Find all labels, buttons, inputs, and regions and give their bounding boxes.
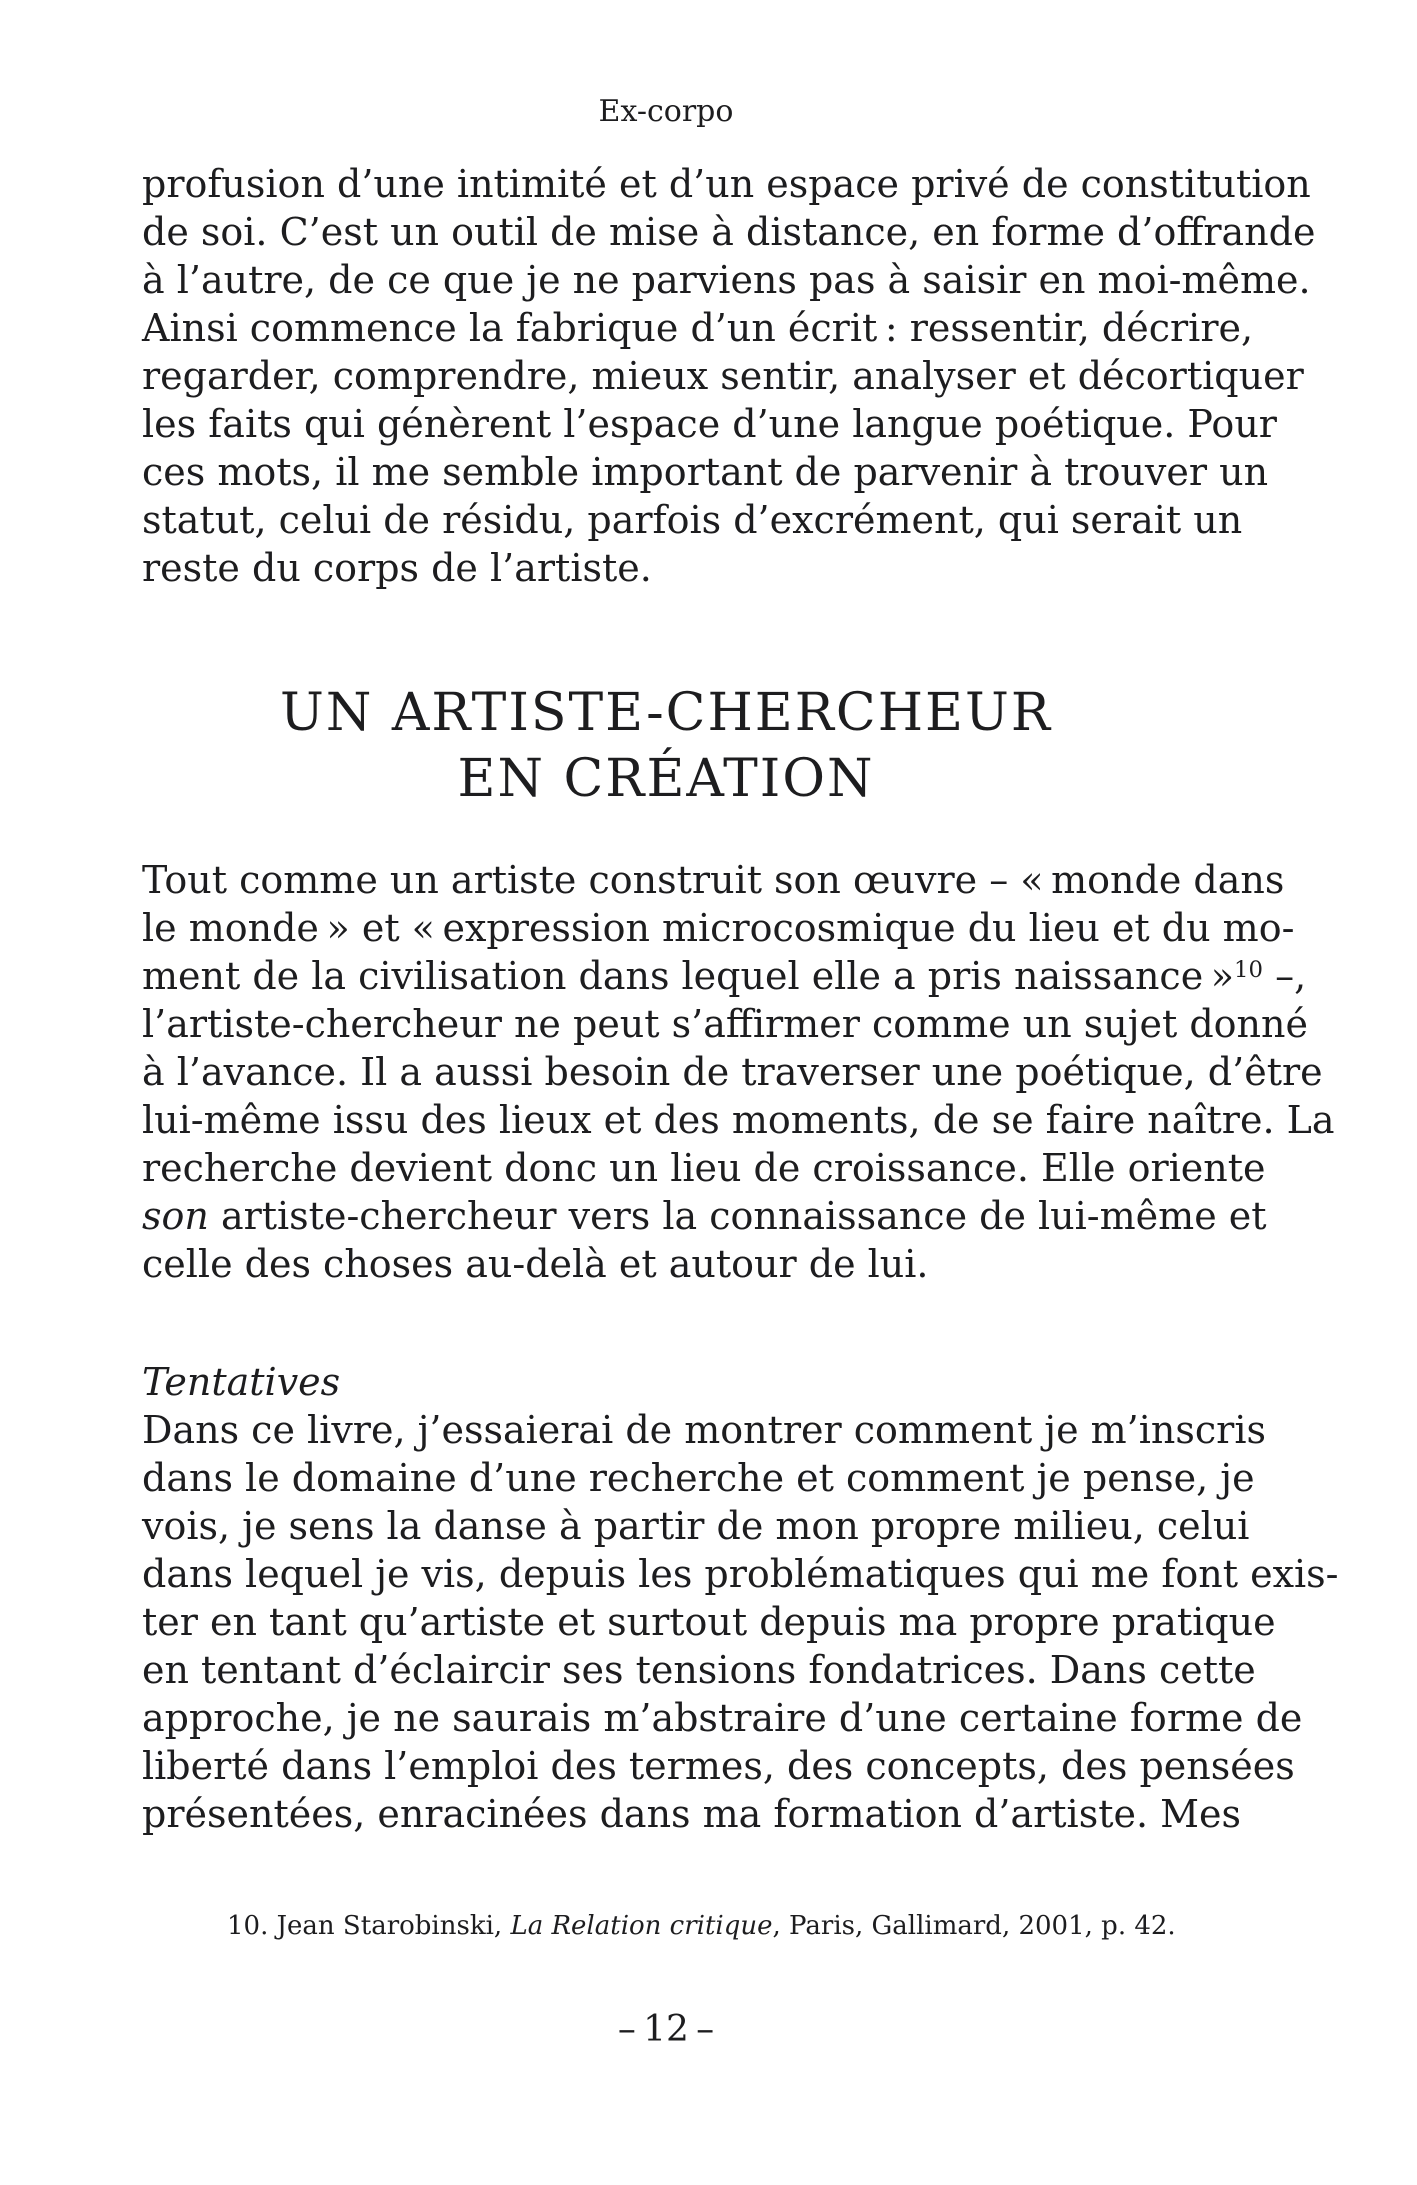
text-line: les faits qui génèrent l’espace d’une langue poétique. Pour [142, 402, 1277, 446]
section-heading-line1: UN ARTISTE-CHERCHEUR [280, 683, 1052, 743]
page-number: – 12 – [617, 2009, 715, 2050]
paragraph-3 [142, 1406, 1339, 1838]
text-line: vois, je sens la danse à partir de mon propre milieu, celui [142, 1504, 1250, 1548]
paragraph-1 [142, 160, 1316, 592]
text-line: Tout comme un artiste construit son œuvre – « monde dans [142, 858, 1285, 902]
text-line: le monde » et « expression microcosmique du lieu et du mo- [142, 906, 1295, 950]
text-line: 10. Jean Starobinski, La Relation critique, Paris, Gallimard, 2001, p. 42. [227, 1911, 1176, 1941]
text-line: présentées, enracinées dans ma formation d’artiste. Mes [142, 1792, 1242, 1836]
text-line: de soi. C’est un outil de mise à distance, en forme d’offrande [142, 210, 1316, 254]
text-line: à l’autre, de ce que je ne parviens pas à saisir en moi-même. [142, 258, 1311, 302]
text-line: Dans ce livre, j’essaierai de montrer comment je m’inscris [142, 1408, 1266, 1452]
text-line: profusion d’une intimité et d’un espace privé de constitution [142, 162, 1311, 206]
subheading-tentatives: Tentatives [142, 1360, 341, 1404]
text-line: l’artiste-chercheur ne peut s’affirmer comme un sujet donné [142, 1002, 1308, 1046]
text-line: ces mots, il me semble important de parvenir à trouver un [142, 450, 1269, 494]
paragraph-2 [142, 856, 1335, 1288]
text-line: regarder, comprendre, mieux sentir, analyser et décortiquer [142, 354, 1304, 398]
text-line: dans lequel je vis, depuis les problématiques qui me font exis- [142, 1552, 1339, 1596]
text-line: dans le domaine d’une recherche et comment je pense, je [142, 1456, 1255, 1500]
text-line: à l’avance. Il a aussi besoin de traverser une poétique, d’être [142, 1050, 1323, 1094]
text-line: son artiste-chercheur vers la connaissance de lui-même et [142, 1194, 1267, 1238]
text-line: lui-même issu des lieux et des moments, de se faire naître. La [142, 1098, 1335, 1142]
text-line: ment de la civilisation dans lequel elle a pris naissance »$^{10}$ –, [142, 954, 1307, 998]
text-line: liberté dans l’emploi des termes, des concepts, des pensées [142, 1744, 1295, 1788]
text-line: reste du corps de l’artiste. [142, 546, 652, 590]
text-line: celle des choses au-delà et autour de lui. [142, 1242, 929, 1286]
running-header: Ex-corpo [598, 94, 734, 129]
text-line: en tentant d’éclaircir ses tensions fondatrices. Dans cette [142, 1648, 1256, 1692]
text-line: approche, je ne saurais m’abstraire d’une certaine forme de [142, 1696, 1303, 1740]
text-line: ter en tant qu’artiste et surtout depuis ma propre pratique [142, 1600, 1276, 1644]
section-heading [142, 680, 1190, 812]
text-line: Ainsi commence la fabrique d’un écrit : ressentir, décrire, [142, 306, 1254, 350]
section-heading-line2: EN CRÉATION [457, 749, 875, 809]
text-line: statut, celui de résidu, parfois d’excrément, qui serait un [142, 498, 1243, 542]
footnote [142, 1909, 1190, 1943]
text-line: recherche devient donc un lieu de croissance. Elle oriente [142, 1146, 1266, 1190]
